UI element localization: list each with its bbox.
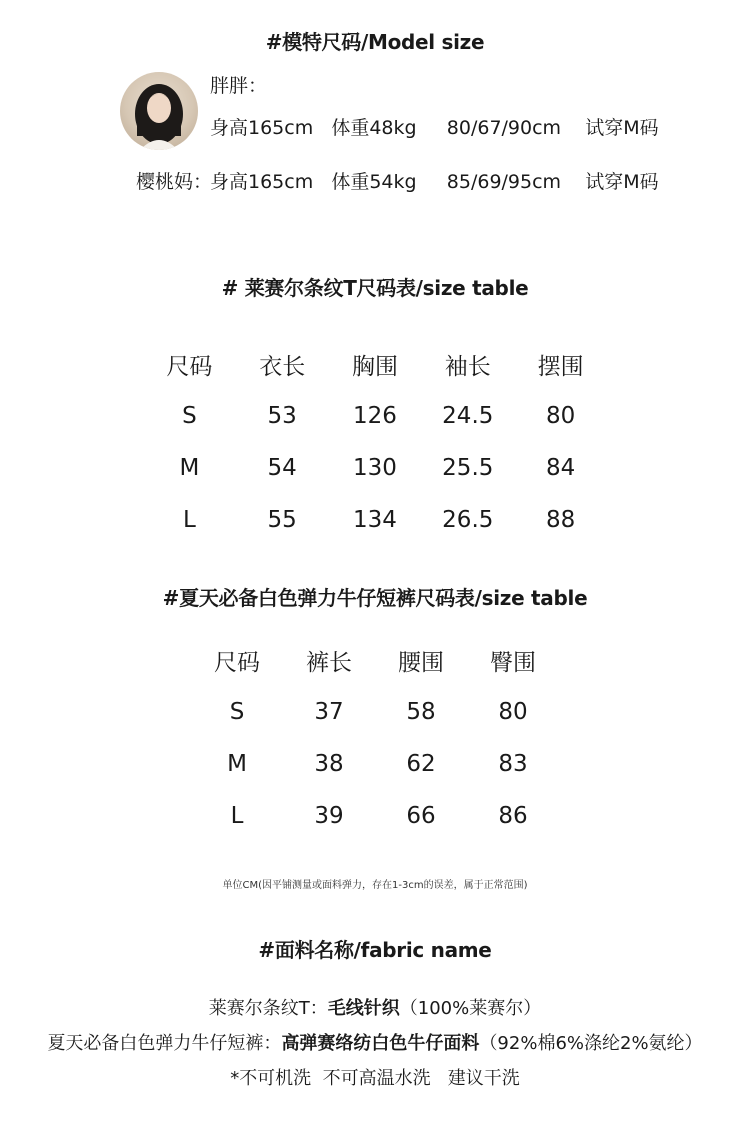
model-avatar-image (120, 72, 198, 150)
tshirt-size-table (143, 338, 607, 546)
table-cell: 24.5 (442, 403, 494, 429)
fabric-title: #面料名称/fabric name (258, 938, 492, 962)
fabric-material: 毛线针织 (327, 998, 400, 1019)
table-cell: L (230, 803, 244, 829)
table-cell: 58 (406, 699, 436, 725)
model1-measurements: 身高165cm 体重48kg 80/67/90cm 试穿M码 (210, 117, 659, 139)
table-cell: 80 (545, 403, 576, 429)
table-cell: M (227, 751, 247, 777)
table-cell: 84 (545, 455, 576, 481)
model2-name: 樱桃妈： (136, 171, 213, 193)
header-cell: 腰围 (398, 649, 444, 676)
table-cell: 25.5 (442, 455, 494, 481)
table-cell: 53 (267, 403, 297, 429)
table-row (143, 390, 607, 442)
fabric-material: 高弹赛络纺白色牛仔面料 (281, 1033, 480, 1054)
tshirt-size-title: # 莱赛尔条纹T尺码表/size table (221, 276, 529, 300)
table-cell: 86 (498, 803, 528, 829)
header-cell: 尺码 (166, 353, 213, 380)
table-cell: 38 (314, 751, 344, 777)
fabric-line-shorts (0, 1029, 750, 1055)
table-cell: S (229, 699, 245, 725)
model-avatar (120, 72, 198, 150)
model-size-title: #模特尺码/Model size (265, 30, 485, 54)
table-header-row (143, 338, 607, 390)
table-cell: 54 (267, 455, 297, 481)
table-cell: 55 (267, 507, 297, 533)
table-cell: 39 (314, 803, 344, 829)
table-cell: 134 (353, 507, 397, 533)
shorts-size-title: #夏天必备白色弹力牛仔短裤尺码表/size table (162, 586, 588, 610)
table-header-row (191, 634, 559, 686)
table-cell: 66 (406, 803, 436, 829)
table-row (191, 686, 559, 738)
header-cell: 摆围 (537, 353, 584, 380)
table-cell: S (182, 403, 197, 429)
fabric-composition: （100%莱赛尔） (399, 998, 542, 1019)
table-cell: 37 (314, 699, 344, 725)
care-instructions: *不可机洗 不可高温水洗 建议干洗 (230, 1068, 520, 1089)
table-row (143, 442, 607, 494)
header-cell: 衣长 (259, 353, 306, 380)
shorts-size-table (191, 634, 559, 842)
fabric-item-label: 莱赛尔条纹T： (208, 998, 328, 1019)
table-cell: 83 (498, 751, 528, 777)
table-cell: 126 (353, 403, 397, 429)
table-cell: M (179, 455, 200, 481)
header-cell: 胸围 (351, 353, 398, 380)
model2-measurements: 身高165cm 体重54kg 85/69/95cm 试穿M码 (210, 171, 659, 193)
table-cell: 80 (498, 699, 528, 725)
model1-name: 胖胖： (210, 75, 268, 97)
table-cell: 130 (353, 455, 397, 481)
fabric-item-label: 夏天必备白色弹力牛仔短裤： (47, 1033, 282, 1054)
fabric-composition: （92%棉6%涤纶2%氨纶） (479, 1033, 703, 1054)
table-cell: 62 (406, 751, 436, 777)
header-cell: 尺码 (214, 649, 260, 676)
table-row (143, 494, 607, 546)
header-cell: 裤长 (306, 649, 352, 676)
table-cell: 88 (545, 507, 576, 533)
table-cell: 26.5 (442, 507, 494, 533)
fabric-line-tshirt (0, 994, 750, 1020)
table-row (191, 790, 559, 842)
header-cell: 袖长 (444, 353, 491, 380)
header-cell: 臀围 (490, 649, 536, 676)
table-cell: L (182, 507, 196, 533)
table-row (191, 738, 559, 790)
measurement-note: 单位CM(因平铺测量或面料弹力，存在1-3cm的误差，属于正常范围) (222, 880, 528, 891)
